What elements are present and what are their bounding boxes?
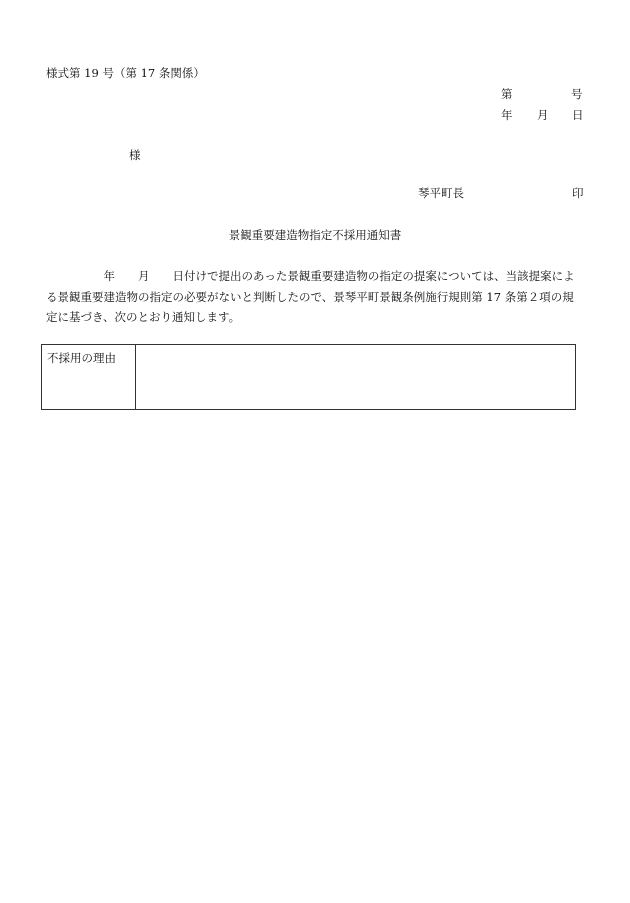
rejection-reason-label: 不採用の理由: [42, 345, 136, 409]
notice-body-line: る景観重要建造物の指定の必要がないと判断したので、景琴平町景観条例施行規則第 17 条第２項の規: [46, 289, 574, 304]
document-number-suffix: 号: [571, 87, 583, 101]
document-number-prefix: 第: [501, 87, 513, 101]
date-year-label: 年: [501, 108, 513, 122]
document-title: 景観重要建造物指定不採用通知書: [228, 228, 402, 242]
date-day-label: 日: [572, 108, 584, 122]
rejection-reason-table: [41, 344, 576, 410]
sender-name: 琴平町長: [418, 186, 464, 200]
form-number-label: 様式第 19 号（第 17 条関係）: [46, 66, 205, 80]
notice-body-line: 年 月 日付けで提出のあった景観重要建造物の指定の提案については、当該提案によ: [46, 269, 575, 283]
seal-mark: 印: [572, 186, 584, 200]
date-month-label: 月: [537, 108, 549, 122]
notice-body-line: 定に基づき、次のとおり通知します。: [46, 310, 241, 324]
addressee-honorific: 様: [129, 148, 141, 162]
rejection-reason-field: [136, 345, 575, 409]
notice-body: [46, 266, 586, 328]
